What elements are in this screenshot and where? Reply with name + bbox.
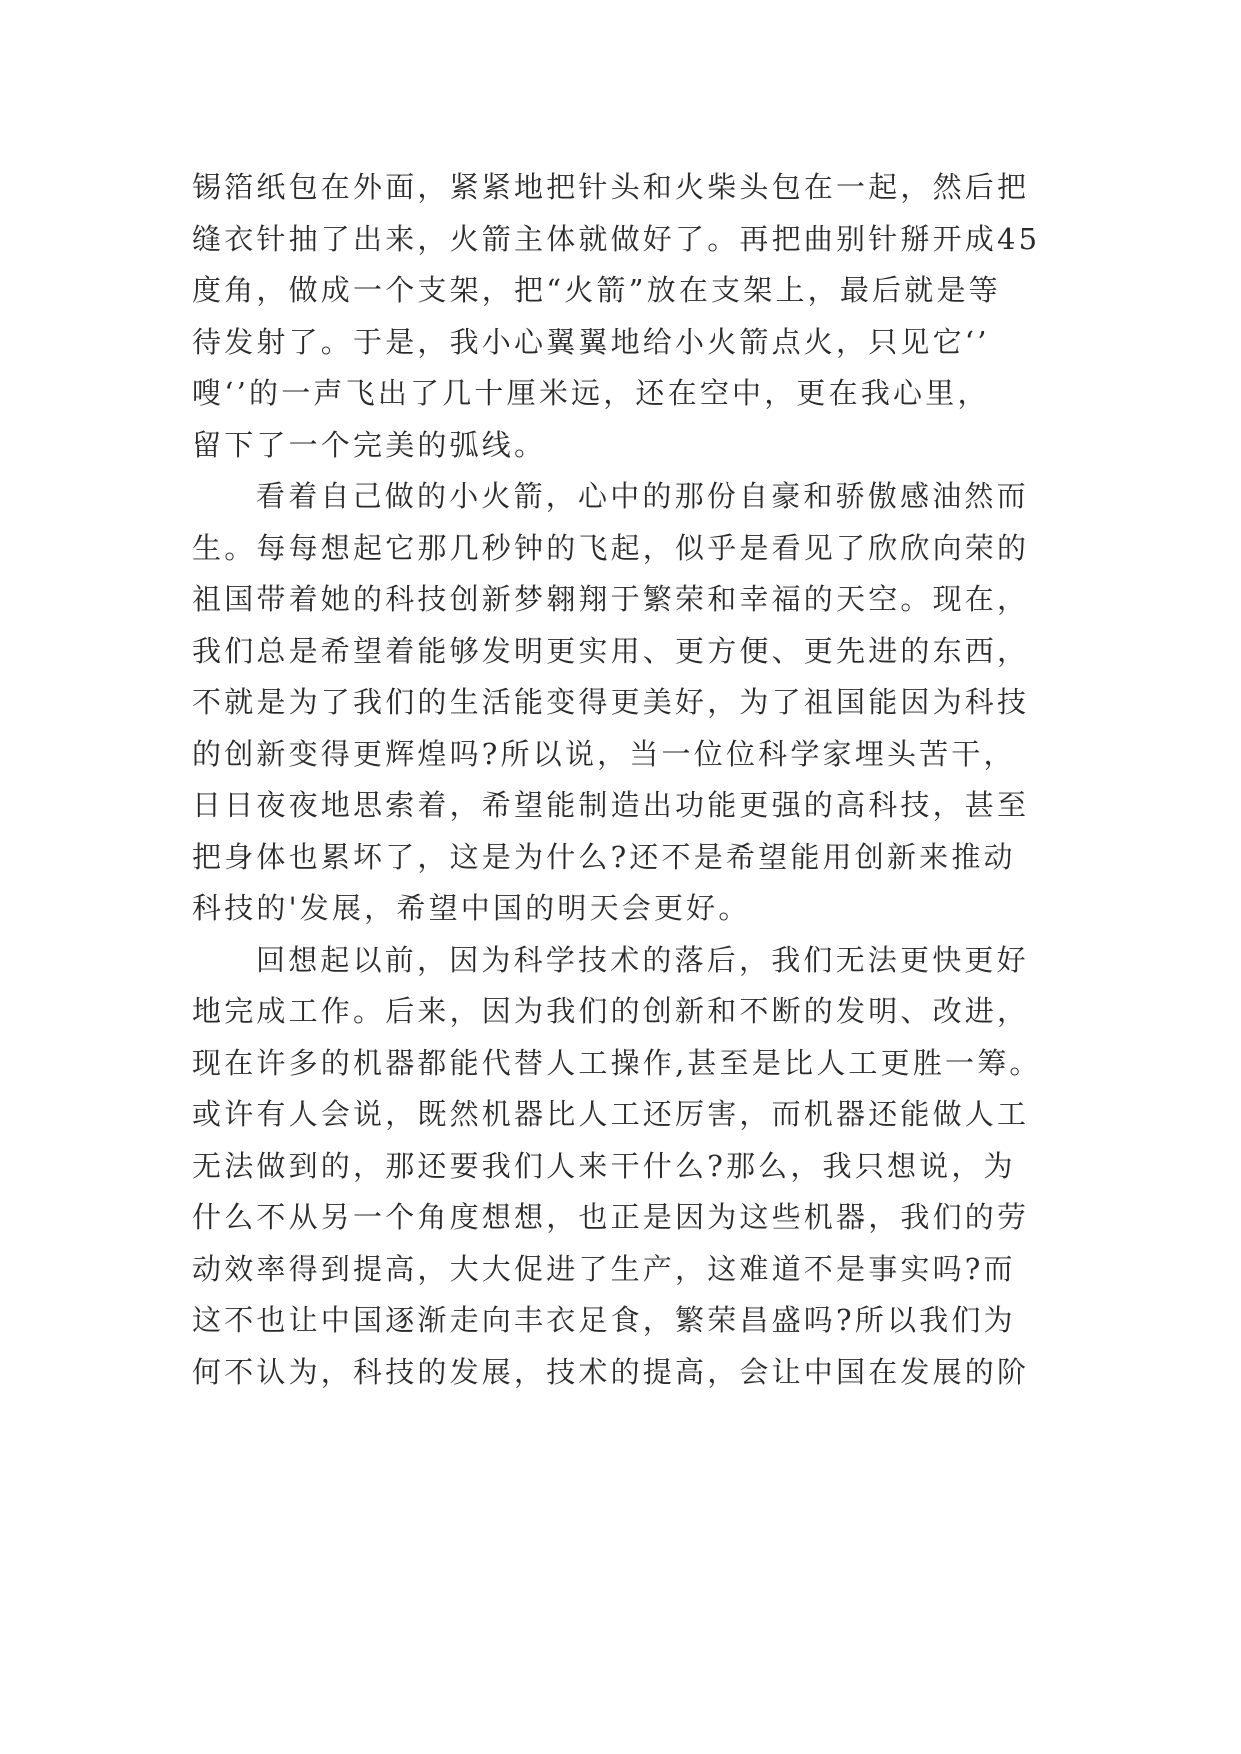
text-line: 嗖‘’的一声飞出了几十厘米远，还在空中，更在我心里，	[192, 376, 990, 410]
text-line: 的创新变得更辉煌吗?所以说，当一位位科学家埋头苦干，	[192, 736, 1016, 771]
text-line: 不就是为了我们的生活能变得更美好，为了祖国能因为科技	[192, 685, 1030, 719]
text-line: 留下了一个完美的弧线。	[192, 427, 547, 462]
text-line: 缝衣针抽了出来，火箭主体就做好了。再把曲别针掰开成45	[192, 221, 1041, 256]
text-line: 锡箔纸包在外面，紧紧地把针头和火柴头包在一起，然后把	[192, 170, 1030, 204]
text-line: 或许有人会说，既然机器比人工还厉害，而机器还能做人工	[192, 1097, 1030, 1131]
text-line: 地完成工作。后来，因为我们的创新和不断的发明、改进，	[192, 994, 1030, 1028]
text-line: 现在许多的机器都能代替人工操作,甚至是比人工更胜一筹。	[192, 1045, 1042, 1080]
text-line: 什么不从另一个角度想想，也正是因为这些机器，我们的劳	[192, 1200, 1030, 1234]
text-line: 把身体也累坏了，这是为什么?还不是希望能用创新来推动	[192, 839, 1016, 874]
text-line: 动效率得到提高，大大促进了生产，这难道不是事实吗?而	[192, 1251, 1016, 1286]
text-line: 何不认为，科技的发展，技术的提高，会让中国在发展的阶	[192, 1354, 1030, 1389]
text-line: 无法做到的，那还要我们人来干什么?那么，我只想说，为	[192, 1148, 1016, 1183]
text-line: 日日夜夜地思索着，希望能制造出功能更强的高科技，甚至	[192, 788, 1030, 822]
text-line: 祖国带着她的科技创新梦翱翔于繁荣和幸福的天空。现在，	[192, 582, 1030, 616]
document-body	[192, 162, 1072, 1398]
text-line: 待发射了。于是，我小心翼翼地给小火箭点火，只见它‘’	[192, 324, 990, 359]
paragraph-3	[192, 935, 1072, 1399]
text-line: 这不也让中国逐渐走向丰衣足食，繁荣昌盛吗?所以我们为	[192, 1303, 1016, 1337]
paragraph-2	[192, 471, 1072, 935]
text-line: 我们总是希望着能够发明更实用、更方便、更先进的东西，	[192, 633, 1030, 668]
paragraph-1	[192, 162, 1072, 471]
text-line: 回想起以前，因为科学技术的落后，我们无法更快更好	[256, 942, 1029, 977]
text-line: 生。每每想起它那几秒钟的飞起，似乎是看见了欣欣向荣的	[192, 530, 1030, 565]
text-line: 科技的'发展，希望中国的明天会更好。	[192, 891, 751, 925]
text-line: 度角，做成一个支架，把“火箭”放在支架上，最后就是等	[192, 273, 1001, 307]
text-line: 看着自己做的小火箭，心中的那份自豪和骄傲感油然而	[256, 479, 1029, 513]
